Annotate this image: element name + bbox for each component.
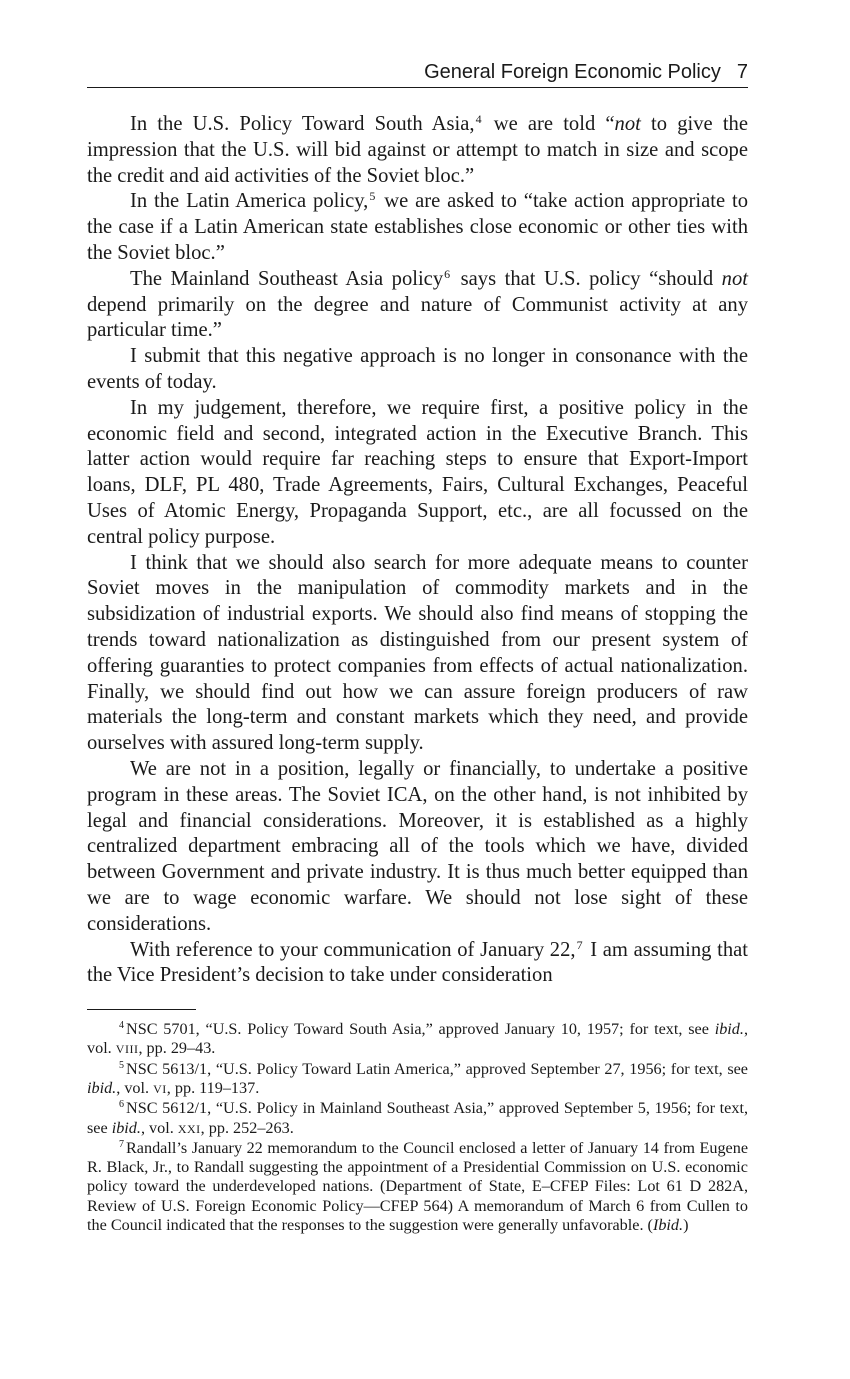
page-number: 7 — [736, 61, 748, 83]
footnote-number: 4 — [119, 1020, 124, 1032]
volume-number: VIII — [115, 1042, 139, 1057]
text-run: , vol. — [140, 1118, 178, 1137]
footnote-5 — [87, 1060, 748, 1100]
document-page — [87, 58, 748, 1235]
text-run: Randall’s January 22 memorandum to the Council enclosed a letter of January 14 from Eugene R. Black, Jr., to Randall suggesting the appointment of a Presidential Commission on U.S. economic policy toward the underdeveloped nations. (Department of State, E–CFEP Files: Lot 61 D 282A, Review of U.S. Foreign Economic Policy—CFEP 564) A memorandum of March 6 from Cullen to the Council indicated that the responses to the suggestion were generally unfavorable. ( — [87, 1138, 748, 1235]
footnote-number: 6 — [119, 1099, 124, 1111]
text-run: depend primarily on the degree and nature of Communist activity at any particular time.” — [87, 293, 748, 342]
running-title: General Foreign Economic Policy — [424, 61, 721, 83]
text-run: , pp. 119–137. — [166, 1078, 260, 1097]
footnote-number: 7 — [119, 1138, 124, 1150]
text-run: says that U.S. policy “should — [452, 267, 722, 290]
footnote-6 — [87, 1099, 748, 1139]
footnote-4 — [87, 1020, 748, 1060]
footnote-7 — [87, 1139, 748, 1235]
ibid: ibid. — [714, 1020, 744, 1039]
paragraph-soviet-ica: We are not in a position, legally or financially, to undertake a positive program in these areas. The Soviet ICA, on the other hand, is not inhibited by legal and financial considerations. Moreover, it is established as a highly centralized department embracing all of the tools which we have, divided between Government and private industry. It is thus much better equipped than we are to wage economic warfare. We should not lose sight of these considerations. — [87, 757, 748, 935]
text-run: In the Latin America policy, — [130, 190, 369, 213]
paragraph-south-asia — [87, 112, 748, 189]
volume-number: XXI — [177, 1121, 201, 1136]
text-run: NSC 5613/1, “U.S. Policy Toward Latin America,” approved September 27, 1956; for text, see — [126, 1059, 748, 1078]
volume-number: VI — [153, 1081, 167, 1096]
ibid: ibid. — [111, 1118, 141, 1137]
text-run: to give the impression that the U.S. will bid against or attempt to match in size and scope the credit and aid activities of the Soviet bloc.” — [87, 113, 748, 187]
paragraph-soviet-moves: I think that we should also search for more adequate means to counter Soviet moves in the manipulation of commodity markets and in the subsidization of industrial exports. We should also find means of stopping the trends toward nationalization as distinguished from our present system of offering guaranties to protect companies from effects of actual nationalization. Finally, we should find out how we can assure foreign producers of raw materials the long-term and constant markets which they need, and provide ourselves with assured long-term supply. — [87, 551, 748, 755]
running-header — [87, 58, 748, 88]
ibid: ibid. — [87, 1078, 117, 1097]
text-run: , vol. — [116, 1078, 154, 1097]
text-run: we are told “ — [483, 113, 615, 135]
text-run: NSC 5612/1, “U.S. Policy in Mainland Southeast Asia,” approved September 5, 1956; for text, see — [87, 1099, 748, 1137]
text-run: , vol. — [87, 1020, 748, 1058]
emphasis: not — [614, 113, 641, 135]
paragraph-latin-america — [87, 189, 748, 266]
ibid: Ibid. — [652, 1216, 684, 1235]
footnote-ref-6[interactable]: 6 — [444, 266, 451, 281]
paragraph-southeast-asia — [87, 267, 748, 344]
text-run: ) — [683, 1216, 689, 1235]
paragraph-communication — [87, 938, 748, 990]
text-run: With reference to your communication of January 22, — [130, 938, 576, 961]
footnotes — [87, 1020, 748, 1235]
footnote-divider — [87, 1009, 196, 1010]
paragraph-positive-policy: In my judgement, therefore, we require first, a positive policy in the economic field and second, integrated action in the Executive Branch. This latter action would require far reaching steps to ensure that Export-Import loans, DLF, PL 480, Trade Agreements, Fairs, Cultural Exchanges, Peaceful Uses of Atomic Energy, Propaganda Support, etc., are all focussed on the central policy purpose. — [87, 396, 748, 548]
text-run: In the U.S. Policy Toward South Asia, — [130, 113, 475, 135]
text-run: , pp. 29–43. — [138, 1039, 216, 1058]
footnote-ref-5[interactable]: 5 — [369, 189, 376, 204]
emphasis: not — [721, 267, 748, 290]
text-run: The Mainland Southeast Asia policy — [130, 267, 444, 290]
paragraph-negative-approach: I submit that this negative approach is no longer in consonance with the events of today. — [87, 345, 748, 393]
footnote-ref-7[interactable]: 7 — [576, 937, 583, 952]
footnote-ref-4[interactable]: 4 — [475, 112, 482, 126]
text-run: NSC 5701, “U.S. Policy Toward South Asia,” approved January 10, 1957; for text, see — [126, 1020, 715, 1039]
footnote-number: 5 — [119, 1059, 124, 1071]
text-run: we are asked to “take action appropriate to the case if a Latin American state establishes close economic or other ties with the Soviet bloc.” — [87, 190, 748, 264]
body-text — [87, 112, 748, 989]
text-run: I am assuming that the Vice President’s decision to take under consideration — [87, 938, 749, 987]
text-run: , pp. 252–263. — [200, 1118, 294, 1137]
